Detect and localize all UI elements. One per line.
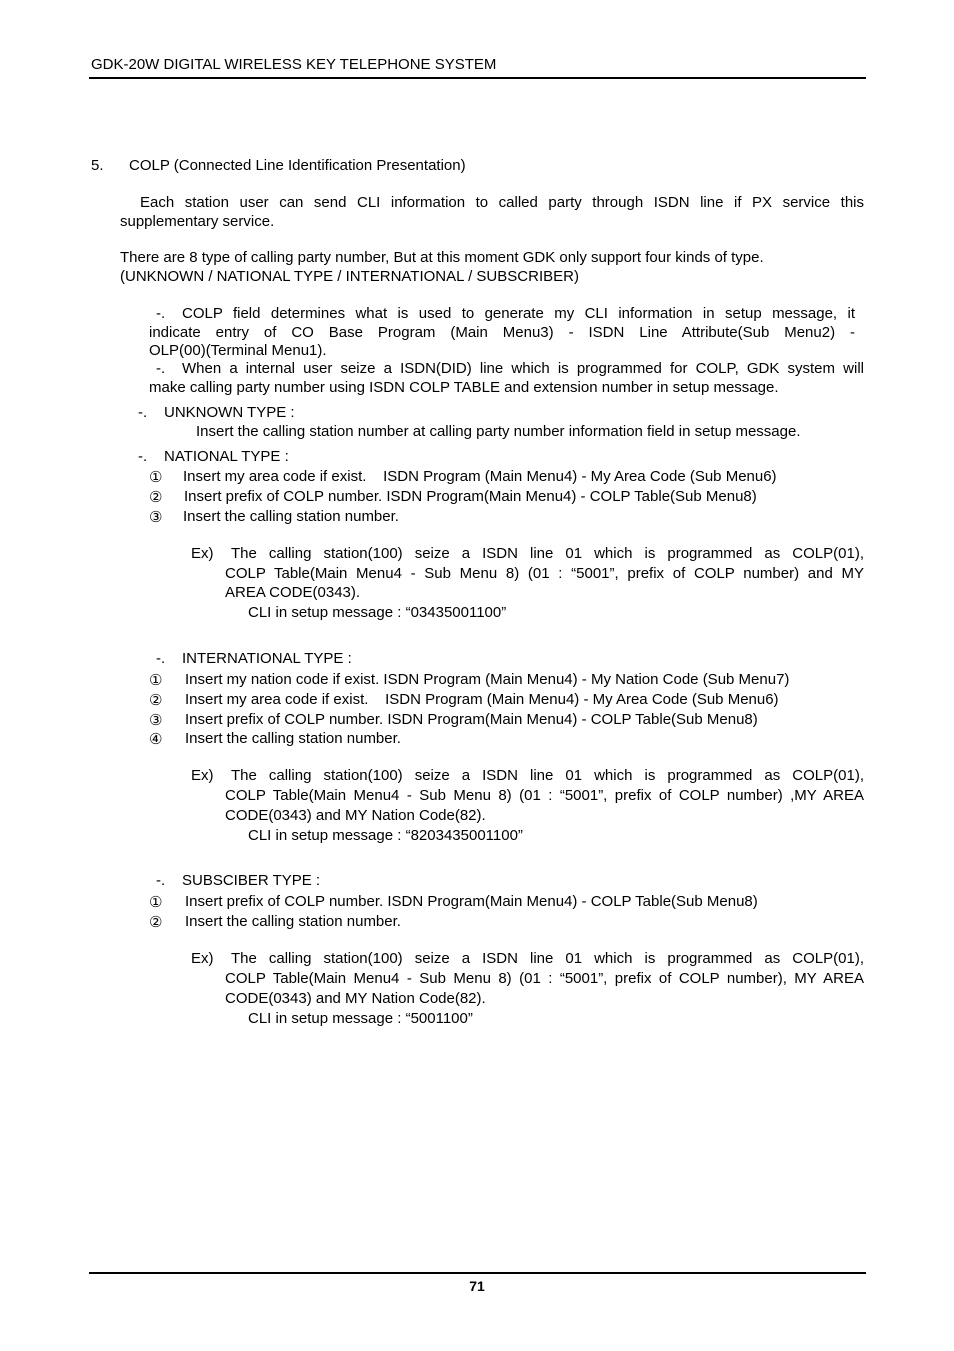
international-step-2-mark: ② — [149, 691, 163, 709]
intro-line-1: Each station user can send CLI information to called party through ISDN line if PX service this — [140, 194, 864, 211]
unknown-heading: UNKNOWN TYPE : — [164, 404, 295, 421]
note-2-line-1: When a internal user seize a ISDN(DID) line which is programmed for COLP, GDK system will — [182, 360, 864, 377]
international-example-label: Ex) — [191, 767, 214, 784]
subscriber-bullet: -. — [156, 872, 166, 889]
subscriber-example-line-1: The calling station(100) seize a ISDN line 01 which is programmed as COLP(01), — [231, 950, 864, 967]
national-bullet: -. — [138, 448, 148, 465]
unknown-bullet: -. — [138, 404, 148, 421]
international-example-line-3: CODE(0343) and MY Nation Code(82). — [225, 807, 486, 824]
international-step-1-mark: ① — [149, 671, 163, 689]
international-step-4-mark: ④ — [149, 730, 163, 748]
note-1-line-3: OLP(00)(Terminal Menu1). — [149, 342, 327, 359]
international-heading: INTERNATIONAL TYPE : — [182, 650, 352, 667]
national-step-3-mark: ③ — [149, 508, 163, 526]
note-1-bullet: -. — [156, 305, 166, 322]
note-2-line-2: make calling party number using ISDN COLP TABLE and extension number in setup message. — [149, 379, 779, 396]
national-heading: NATIONAL TYPE : — [164, 448, 289, 465]
subscriber-heading: SUBSCIBER TYPE : — [182, 872, 321, 889]
international-example-cli: CLI in setup message : “8203435001100” — [248, 827, 523, 844]
subscriber-example-label: Ex) — [191, 950, 214, 967]
note-2-bullet: -. — [156, 360, 166, 377]
section-title: COLP (Connected Line Identification Presentation) — [129, 157, 466, 174]
subscriber-step-1-mark: ① — [149, 893, 163, 911]
footer-divider — [89, 1272, 866, 1274]
national-step-1-text: Insert my area code if exist. ISDN Program (Main Menu4) - My Area Code (Sub Menu6) — [183, 468, 777, 485]
national-step-2-mark: ② — [149, 488, 163, 506]
international-bullet: -. — [156, 650, 166, 667]
header-divider — [89, 77, 866, 79]
note-1-line-2: indicate entry of CO Base Program (Main Menu3) - ISDN Line Attribute(Sub Menu2) - — [149, 324, 855, 341]
subscriber-step-1-text: Insert prefix of COLP number. ISDN Program(Main Menu4) - COLP Table(Sub Menu8) — [185, 893, 758, 910]
unknown-text: Insert the calling station number at calling party number information field in setup message. — [196, 423, 801, 440]
national-step-3-text: Insert the calling station number. — [183, 508, 399, 525]
subscriber-step-2-text: Insert the calling station number. — [185, 913, 401, 930]
national-example-line-2: COLP Table(Main Menu4 - Sub Menu 8) (01 : “5001”, prefix of COLP number) and MY — [225, 565, 864, 582]
international-step-1-text: Insert my nation code if exist. ISDN Program (Main Menu4) - My Nation Code (Sub Menu7) — [185, 671, 790, 688]
national-step-2-text: Insert prefix of COLP number. ISDN Program(Main Menu4) - COLP Table(Sub Menu8) — [184, 488, 757, 505]
subscriber-example-cli: CLI in setup message : “5001100” — [248, 1010, 473, 1027]
subscriber-example-line-2: COLP Table(Main Menu4 - Sub Menu 8) (01 : “5001”, prefix of COLP number), MY AREA — [225, 970, 864, 987]
national-example-line-1: The calling station(100) seize a ISDN line 01 which is programmed as COLP(01), — [231, 545, 864, 562]
international-step-4-text: Insert the calling station number. — [185, 730, 401, 747]
national-example-label: Ex) — [191, 545, 214, 562]
international-example-line-2: COLP Table(Main Menu4 - Sub Menu 8) (01 : “5001”, prefix of COLP number) ,MY AREA — [225, 787, 864, 804]
international-step-3-text: Insert prefix of COLP number. ISDN Program(Main Menu4) - COLP Table(Sub Menu8) — [185, 711, 758, 728]
types-intro-line-1: There are 8 type of calling party number, But at this moment GDK only support four kinds of type. — [120, 249, 764, 266]
note-1-line-1: COLP field determines what is used to generate my CLI information in setup message, it — [182, 305, 855, 322]
national-step-1-mark: ① — [149, 468, 163, 486]
subscriber-step-2-mark: ② — [149, 913, 163, 931]
header-title: GDK-20W DIGITAL WIRELESS KEY TELEPHONE SYSTEM — [91, 56, 497, 73]
types-intro-line-2: (UNKNOWN / NATIONAL TYPE / INTERNATIONAL / SUBSCRIBER) — [120, 268, 579, 285]
international-step-3-mark: ③ — [149, 711, 163, 729]
national-example-cli: CLI in setup message : “03435001100” — [248, 604, 507, 621]
national-example-line-3: AREA CODE(0343). — [225, 584, 361, 601]
subscriber-example-line-3: CODE(0343) and MY Nation Code(82). — [225, 990, 486, 1007]
international-example-line-1: The calling station(100) seize a ISDN line 01 which is programmed as COLP(01), — [231, 767, 864, 784]
page-number: 71 — [469, 1278, 485, 1294]
intro-line-2: supplementary service. — [120, 213, 275, 230]
section-number: 5. — [91, 157, 104, 174]
international-step-2-text: Insert my area code if exist. ISDN Program (Main Menu4) - My Area Code (Sub Menu6) — [185, 691, 779, 708]
